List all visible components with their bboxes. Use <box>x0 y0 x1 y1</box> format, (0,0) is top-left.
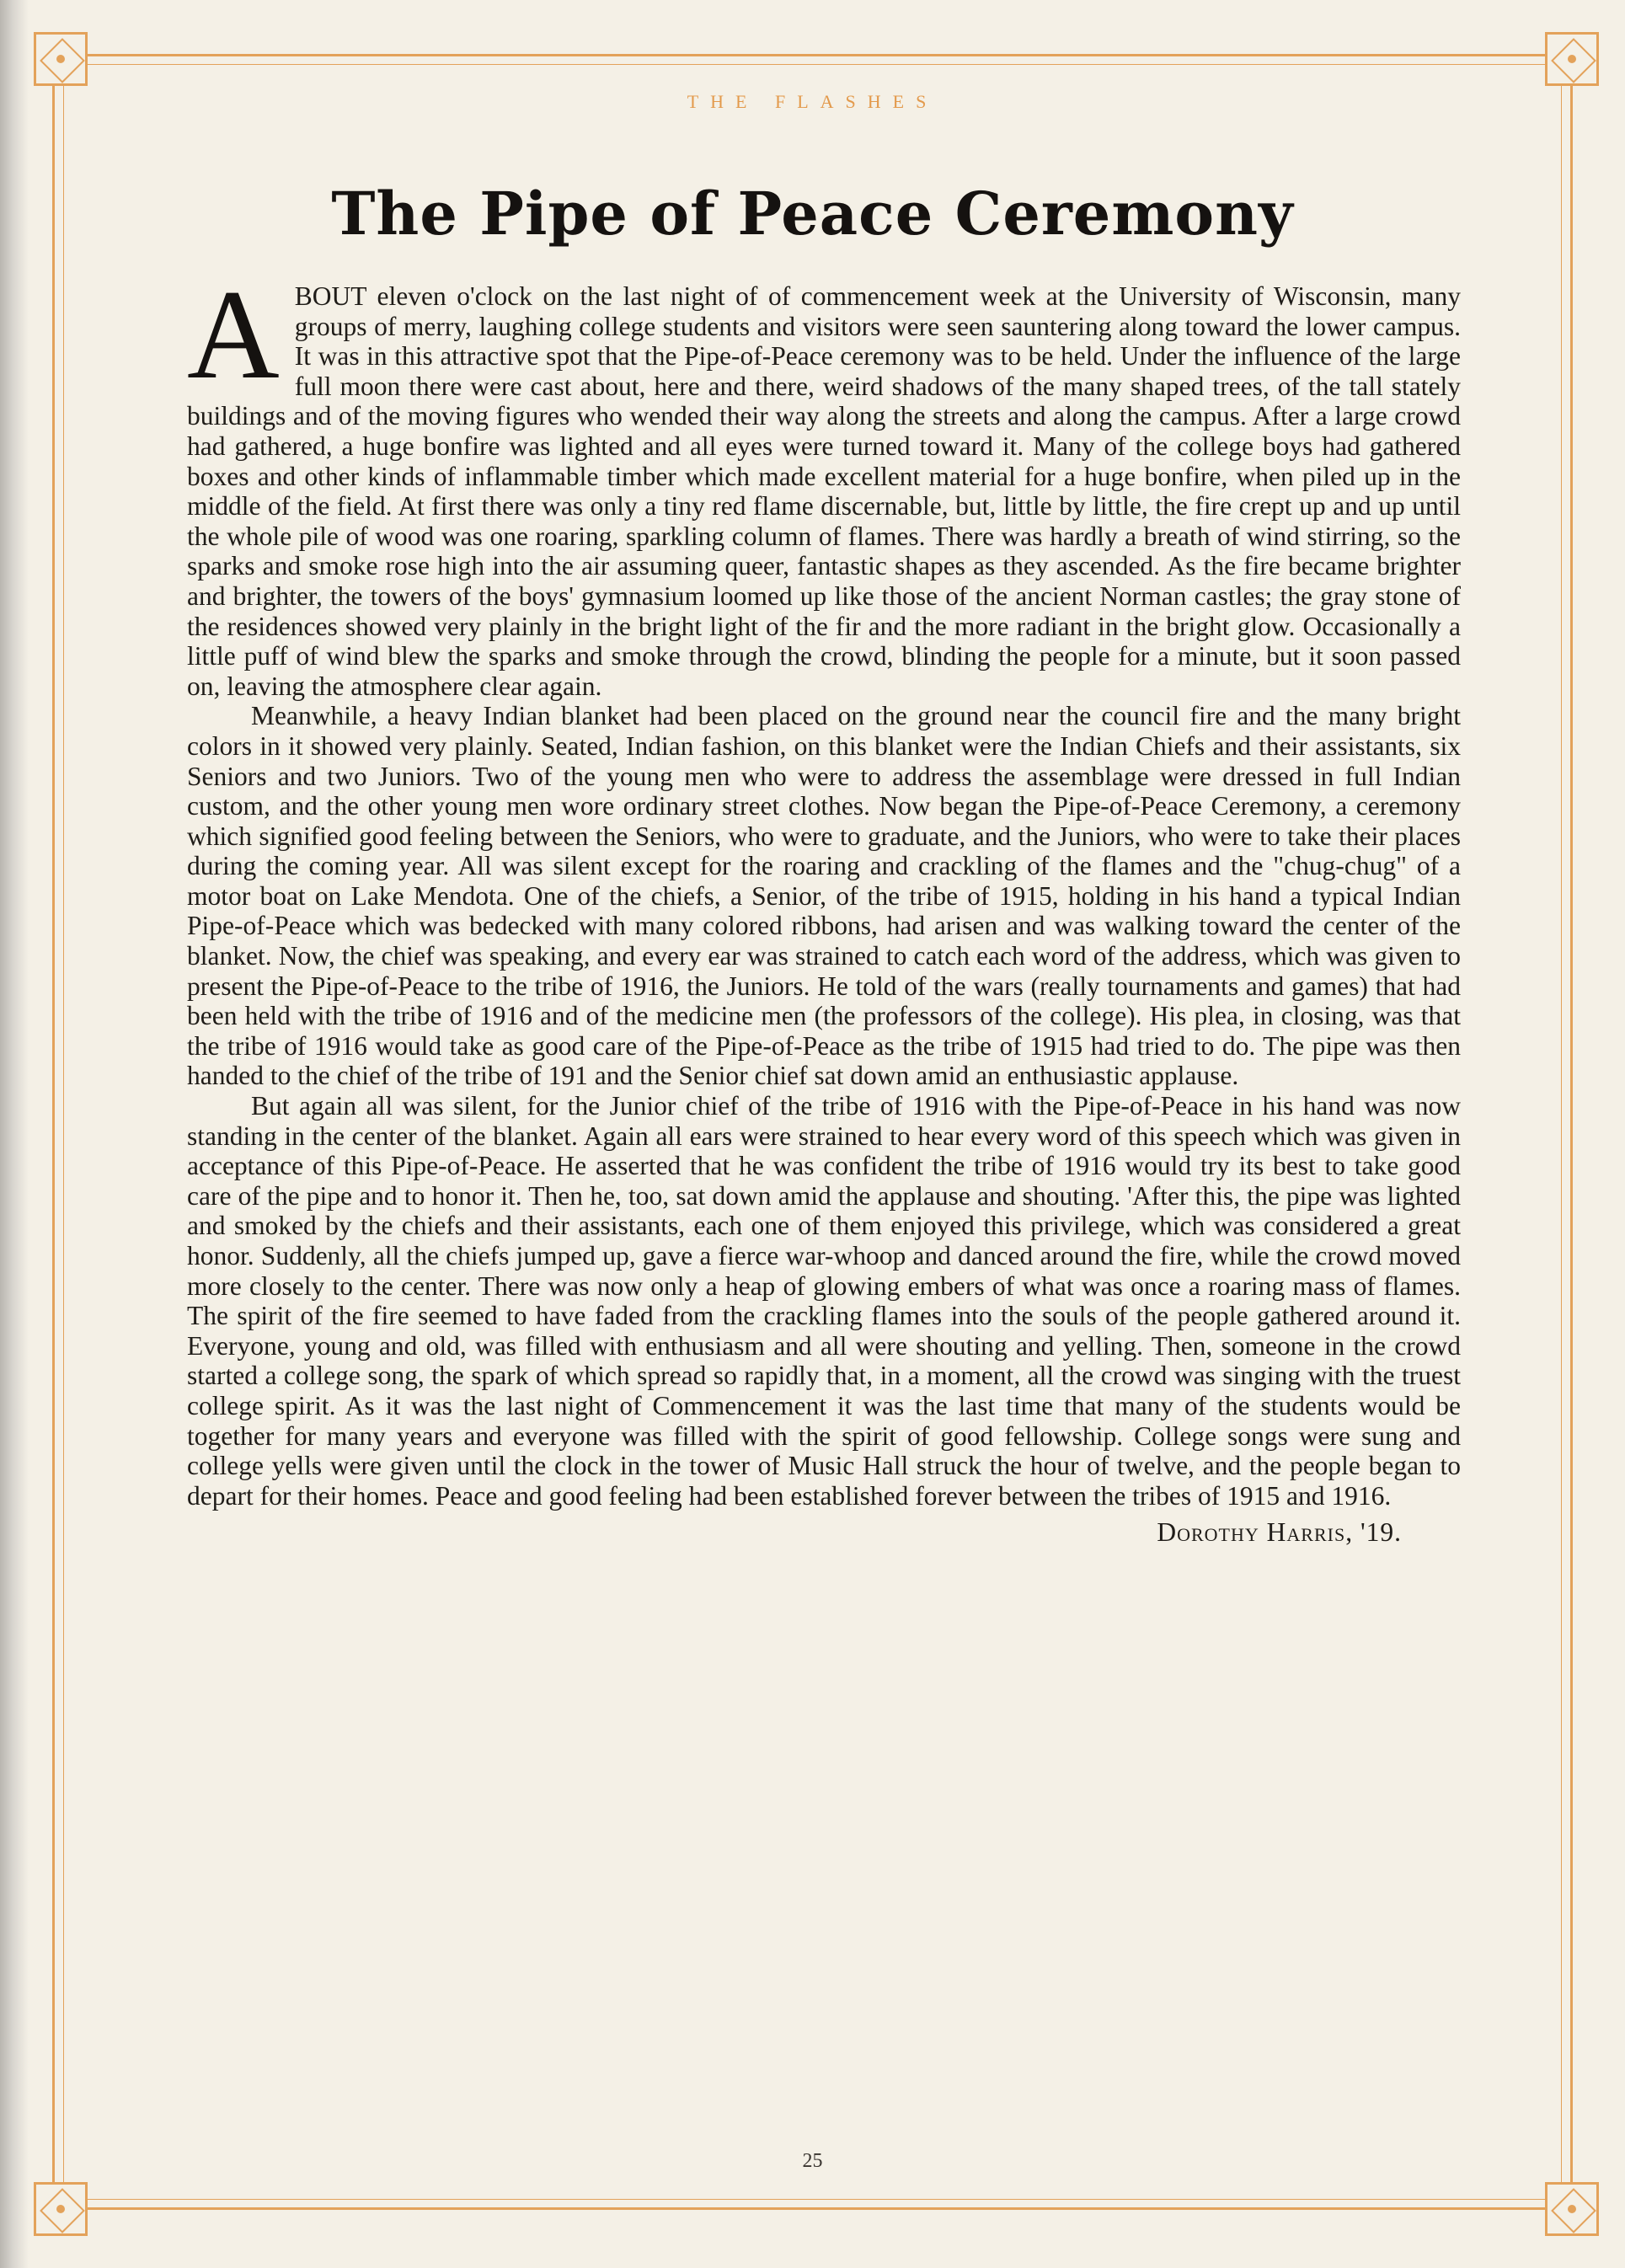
author-signature: Dorothy Harris, '19. <box>1157 1517 1402 1548</box>
paragraph-1 <box>187 264 1461 701</box>
paragraph-2: Meanwhile, a heavy Indian blanket had been placed on the ground near the council fire and the many bright colors in it showed very plainly. Seated, Indian fashion, on this blanket were the Indian Chiefs and their assistants, six Seniors and two Juniors. Two of the young men who were to address the assemblage were dressed in full Indian custom, and the other young men wore ordinary street clothes. Now began the Pipe-of-Peace Ceremony, a ceremony which signified good feeling between the Seniors, who were to graduate, and the Juniors, who were to take their places during the coming year. All was silent except for the roaring and crackling of the flames and the "chug-chug" of a motor boat on Lake Mendota. One of the chiefs, a Senior, of the tribe of 1915, holding in his hand a typical Indian Pipe-of-Peace which was bedecked with many colored ribbons, had arisen and was walking toward the center of the blanket. Now, the chief was speaking, and every ear was strained to catch each word of the address, which was given to present the Pipe-of-Peace to the tribe of 1916, the Juniors. He told of the wars (really tournaments and games) that had been held with the tribe of 1916 and of the medicine men (the professors of the college). His plea, in closing, was that the tribe of 1916 would take as good care of the Pipe-of-Peace as the tribe of 1915 had tried to do. The pipe was then handed to the chief of the tribe of 191 and the Senior chief sat down amid an enthusiastic applause. <box>187 701 1461 1091</box>
border-top-inner <box>42 64 1584 65</box>
border-right-inner <box>1561 37 1562 2228</box>
page-number: 25 <box>802 2150 823 2172</box>
running-head: THE FLASHES <box>687 91 938 112</box>
border-top-outer <box>42 54 1584 56</box>
border-right-outer <box>1570 37 1573 2228</box>
corner-ornament-top-right <box>1545 32 1599 86</box>
border-bottom-inner <box>42 2199 1584 2200</box>
binding-shadow <box>0 0 29 2268</box>
border-bottom-outer <box>42 2207 1584 2210</box>
paragraph-1-text: BOUT eleven o'clock on the last night of of commencement week at the University of Wisconsin, many groups of merry, laughing college students and visitors were seen sauntering along toward the lower campus. It was in this attractive spot that the Pipe-of-Peace ceremony was to be held. Under the influence of the large full moon there were cast about, here and there, weird shadows of the many shaped trees, of the tall stately buildings and of the moving figures who wended their way along the streets and along the campus. After a large crowd had gathered, a huge bonfire was lighted and all eyes were turned toward it. Many of the college boys had gathered boxes and other kinds of inflammable timber which made excellent material for a huge bonfire, when piled up in the middle of the field. At first there was only a tiny red flame discernable, but, little by little, the fire crept up and up until the whole pile of wood was one roaring, sparkling column of flames. There was hardly a breath of wind stirring, so the sparks and smoke rose high into the air assuming queer, fantastic shapes as they ascended. As the fire became brighter and brighter, the towers of the boys' gymnasium loomed up like those of the ancient Norman castles; the gray stone of the residences showed very plainly in the bright light of the fir and the more radiant in the bright glow. Occasionally a little puff of wind blew the sparks and smoke through the crowd, blinding the people for a minute, but it soon passed on, leaving the atmosphere clear again. <box>187 281 1461 701</box>
border-left-outer <box>52 37 55 2228</box>
corner-ornament-bottom-right <box>1545 2182 1599 2236</box>
page-title: The Pipe of Peace Ceremony <box>331 179 1294 249</box>
drop-cap: A <box>187 264 280 405</box>
article-body <box>187 264 1461 1548</box>
corner-ornament-bottom-left <box>34 2182 88 2236</box>
border-left-inner <box>63 37 64 2228</box>
corner-ornament-top-left <box>34 32 88 86</box>
paragraph-3: But again all was silent, for the Junior chief of the tribe of 1916 with the Pipe-of-Peace in his hand was now standing in the center of the blanket. Again all ears were strained to hear every word of this speech which was given in acceptance of this Pipe-of-Peace. He asserted that he was confident the tribe of 1916 would try its best to take good care of the pipe and to honor it. Then he, too, sat down amid the applause and shouting. 'After this, the pipe was lighted and smoked by the chiefs and their assistants, each one of them enjoyed this privilege, which was considered a great honor. Suddenly, all the chiefs jumped up, gave a fierce war-whoop and danced around the fire, while the crowd moved more closely to the center. There was now only a heap of glowing embers of what was once a roaring mass of flames. The spirit of the fire seemed to have faded from the crackling flames into the souls of the people gathered around it. Everyone, young and old, was filled with enthusiasm and all were shouting and yelling. Then, someone in the crowd started a college song, the spark of which spread so rapidly that, in a moment, all the crowd was singing with the truest college spirit. As it was the last night of Commencement it was the last time that many of the students would be together for many years and everyone was filled with the spirit of good fellowship. College songs were sung and college yells were given until the clock in the tower of Music Hall struck the hour of twelve, and the people began to depart for their homes. Peace and good feeling had been established forever between the tribes of 1915 and 1916. <box>187 1091 1461 1511</box>
